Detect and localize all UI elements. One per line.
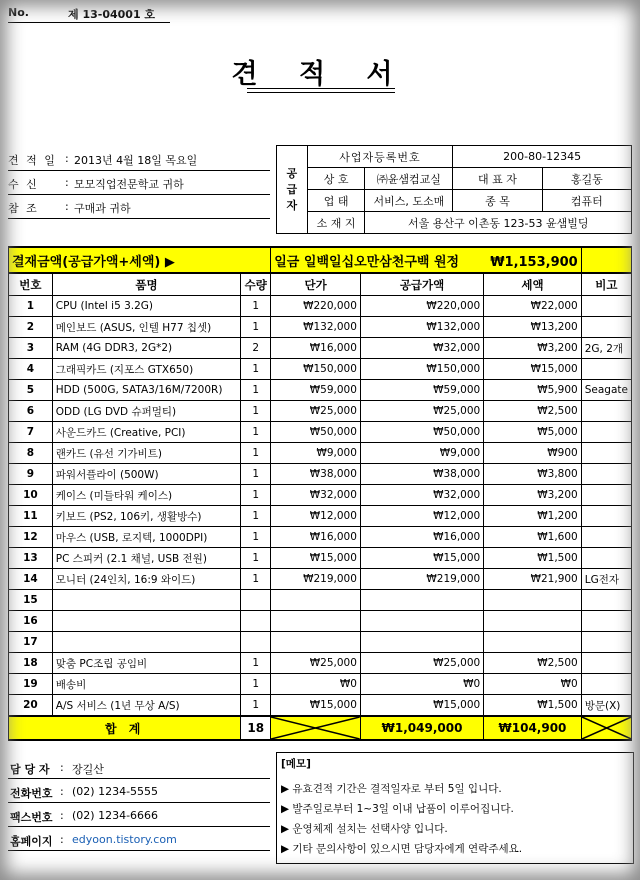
table-row [9,380,632,401]
item-unit-price: ₩15,000 [271,695,361,717]
table-row [9,527,632,548]
total-price-crossed [271,716,361,740]
item-note [581,359,631,380]
item-note [581,527,631,548]
homepage-label: 홈페이지 [10,835,53,848]
document-number [8,6,170,23]
item-qty: 1 [241,443,271,464]
table-row [9,611,632,632]
item-unit-price: ₩25,000 [271,401,361,422]
item-number: 9 [9,464,53,485]
column-header: 세액 [484,273,582,296]
supplier-table [276,145,632,234]
table-header-row [9,273,632,296]
reg-no-value: 200-80-12345 [453,146,632,168]
ceo-value: 홍길동 [542,168,631,190]
memo-title: [메모] [281,758,311,770]
item-qty [241,590,271,611]
item-note [581,653,631,674]
recipient-row [8,171,270,195]
item-qty: 1 [241,695,271,717]
item-unit-price: ₩219,000 [271,569,361,590]
item-number: 16 [9,611,53,632]
item-qty: 1 [241,296,271,317]
item-unit-price: ₩15,000 [271,548,361,569]
table-row [9,632,632,653]
memo-item: ▶ 운영체제 설치는 선택사양 입니다. [281,823,448,835]
payment-label: 결재금액(공급가액+세액) ▶ [9,247,271,273]
item-unit-price: ₩132,000 [271,317,361,338]
item-tax [484,590,582,611]
item-qty: 1 [241,506,271,527]
item-qty: 1 [241,359,271,380]
item-tax: ₩3,800 [484,464,582,485]
item-qty: 1 [241,674,271,695]
item-supply-amount: ₩32,000 [360,338,483,359]
quote-date-row [8,147,270,171]
item-tax: ₩900 [484,443,582,464]
item-note [581,317,631,338]
table-row [9,506,632,527]
phone-label: 전화번호 [10,787,53,800]
column-header: 번호 [9,273,53,296]
phone-value: (02) 1234-5555 [72,785,159,798]
colon: : [60,833,64,846]
item-tax: ₩1,500 [484,548,582,569]
table-row [9,443,632,464]
item-name [52,590,240,611]
item-tax: ₩1,500 [484,695,582,717]
table-row [9,569,632,590]
item-number: 6 [9,401,53,422]
total-note-crossed [581,716,631,740]
item-note [581,611,631,632]
item-name: 그래픽카드 (지포스 GTX650) [52,359,240,380]
payment-korean-amount [271,247,581,273]
item-note [581,296,631,317]
item-unit-price [271,632,361,653]
item-unit-price: ₩25,000 [271,653,361,674]
item-tax: ₩22,000 [484,296,582,317]
item-name: ODD (LG DVD 슈퍼멀티) [52,401,240,422]
item-tax: ₩5,900 [484,380,582,401]
biz-type-label: 업 태 [307,190,365,212]
item-note [581,464,631,485]
item-tax: ₩1,200 [484,506,582,527]
item-supply-amount: ₩12,000 [360,506,483,527]
item-name: 마우스 (USB, 로지텍, 1000DPI) [52,527,240,548]
reference-row [8,195,270,219]
item-supply-amount: ₩38,000 [360,464,483,485]
column-header: 수량 [241,273,271,296]
table-row [9,359,632,380]
column-header: 품명 [52,273,240,296]
item-number: 15 [9,590,53,611]
item-number: 10 [9,485,53,506]
fax-row [8,803,270,827]
item-note: 2G, 2개 [581,338,631,359]
item-name: A/S 서비스 (1년 무상 A/S) [52,695,240,717]
item-number: 8 [9,443,53,464]
item-note [581,548,631,569]
table-row [9,653,632,674]
item-qty: 2 [241,338,271,359]
item-number: 20 [9,695,53,717]
item-unit-price: ₩16,000 [271,338,361,359]
item-name: 맞춤 PC조립 공임비 [52,653,240,674]
column-header: 공급가액 [360,273,483,296]
item-note [581,674,631,695]
item-tax: ₩3,200 [484,485,582,506]
item-supply-amount: ₩25,000 [360,653,483,674]
item-note: 방문(X) [581,695,631,717]
homepage-link[interactable]: edyoon.tistory.com [72,833,177,846]
item-tax: ₩1,600 [484,527,582,548]
homepage-row [8,827,270,851]
item-tax: ₩3,200 [484,338,582,359]
item-tax: ₩13,200 [484,317,582,338]
item-name: RAM (4G DDR3, 2G*2) [52,338,240,359]
item-number: 12 [9,527,53,548]
total-qty: 18 [241,716,271,740]
document-number-label: No. [8,6,29,19]
item-supply-amount [360,590,483,611]
biz-type-value: 서비스, 도소매 [365,190,453,212]
item-number: 5 [9,380,53,401]
item-tax: ₩5,000 [484,422,582,443]
item-tax: ₩0 [484,674,582,695]
payment-row [9,247,632,273]
item-qty [241,632,271,653]
item-unit-price: ₩59,000 [271,380,361,401]
table-row [9,317,632,338]
colon: : [60,809,64,822]
item-qty: 1 [241,422,271,443]
item-name [52,611,240,632]
item-name: 랜카드 (유선 기가비트) [52,443,240,464]
item-number: 14 [9,569,53,590]
total-supply: ₩1,049,000 [360,716,483,740]
item-supply-amount: ₩0 [360,674,483,695]
item-number: 3 [9,338,53,359]
ceo-label: 대 표 자 [453,168,542,190]
item-qty: 1 [241,380,271,401]
supplier-side-label: 공 급 자 [277,146,308,234]
payment-amount: ₩1,153,900 [490,254,578,270]
item-unit-price: ₩16,000 [271,527,361,548]
item-number: 17 [9,632,53,653]
item-supply-amount: ₩220,000 [360,296,483,317]
quote-date-value: 2013년 4월 18일 목요일 [74,154,198,167]
quote-items-table [8,246,632,741]
item-qty: 1 [241,464,271,485]
item-supply-amount: ₩150,000 [360,359,483,380]
item-name: 케이스 (미들타워 케이스) [52,485,240,506]
title-underline [247,88,395,93]
table-row [9,548,632,569]
item-note: LG전자 [581,569,631,590]
item-rows [9,296,632,717]
item-tax: ₩2,500 [484,653,582,674]
item-unit-price: ₩220,000 [271,296,361,317]
reg-no-label: 사업자등록번호 [307,146,453,168]
reference-value: 구매과 귀하 [74,202,131,215]
item-tax: ₩21,900 [484,569,582,590]
item-note [581,422,631,443]
total-label: 합 계 [9,716,241,740]
item-supply-amount: ₩59,000 [360,380,483,401]
document-number-value: 제 13-04001 호 [68,8,156,21]
item-qty: 1 [241,485,271,506]
table-row [9,674,632,695]
table-row [9,401,632,422]
item-number: 19 [9,674,53,695]
table-row [9,485,632,506]
item-supply-amount: ₩32,000 [360,485,483,506]
colon: : [60,785,64,798]
recipient-value: 모모직업전문학교 귀하 [74,178,184,191]
item-number: 1 [9,296,53,317]
colon: : [65,176,69,189]
item-name: PC 스피커 (2.1 채널, USB 전원) [52,548,240,569]
memo-item: ▶ 발주일로부터 1~3일 이내 납품이 이루어집니다. [281,803,514,815]
item-number: 11 [9,506,53,527]
item-name: 키보드 (PS2, 106키, 생활방수) [52,506,240,527]
item-name: 모니터 (24인치, 16:9 와이드) [52,569,240,590]
contact-person-row [8,755,270,779]
phone-row [8,779,270,803]
biz-item-label: 종 목 [453,190,542,212]
item-number: 7 [9,422,53,443]
total-row [9,716,632,740]
recipient-label: 수 신 [8,178,39,191]
company-name-value: ㈜윤샘컴교실 [365,168,453,190]
item-name: 배송비 [52,674,240,695]
company-name-label: 상 호 [307,168,365,190]
item-note [581,443,631,464]
item-supply-amount: ₩16,000 [360,527,483,548]
item-note [581,590,631,611]
item-tax: ₩15,000 [484,359,582,380]
total-tax: ₩104,900 [484,716,582,740]
item-unit-price: ₩9,000 [271,443,361,464]
document-title: 견 적 서 [231,59,409,90]
item-name: CPU (Intel i5 3.2G) [52,296,240,317]
item-qty: 1 [241,569,271,590]
table-row [9,422,632,443]
item-note [581,632,631,653]
column-header: 비고 [581,273,631,296]
item-supply-amount: ₩132,000 [360,317,483,338]
item-note: Seagate [581,380,631,401]
item-unit-price [271,611,361,632]
item-qty [241,611,271,632]
item-name: 사운드카드 (Creative, PCI) [52,422,240,443]
item-qty: 1 [241,527,271,548]
item-supply-amount: ₩50,000 [360,422,483,443]
item-number: 2 [9,317,53,338]
item-supply-amount [360,632,483,653]
item-name [52,632,240,653]
item-qty: 1 [241,653,271,674]
address-value: 서울 용산구 이촌동 123-53 윤샘빌딩 [365,212,632,234]
memo-box [276,752,634,864]
colon: : [65,152,69,165]
item-note [581,506,631,527]
item-number: 4 [9,359,53,380]
payment-spacer [581,247,631,273]
item-supply-amount: ₩15,000 [360,695,483,717]
item-supply-amount: ₩15,000 [360,548,483,569]
item-tax [484,611,582,632]
reference-label: 참 조 [8,202,39,215]
item-supply-amount: ₩9,000 [360,443,483,464]
table-row [9,338,632,359]
item-unit-price: ₩0 [271,674,361,695]
item-supply-amount [360,611,483,632]
table-row [9,590,632,611]
item-tax [484,632,582,653]
item-qty: 1 [241,317,271,338]
item-supply-amount: ₩25,000 [360,401,483,422]
item-number: 13 [9,548,53,569]
item-unit-price: ₩32,000 [271,485,361,506]
quote-date-label: 견 적 일 [8,154,57,167]
contact-person-label: 담 당 자 [10,763,50,776]
table-row [9,296,632,317]
payment-korean-text: 일금 일백일십오만삼천구백 원정 [274,254,460,270]
item-number: 18 [9,653,53,674]
colon: : [60,761,64,774]
item-name: 파워서플라이 (500W) [52,464,240,485]
item-qty: 1 [241,548,271,569]
memo-item: ▶ 기타 문의사항이 있으시면 담당자에게 연락주세요. [281,843,523,855]
memo-item: ▶ 유효견적 기간은 결적일자로 부터 5일 입니다. [281,783,502,795]
item-qty: 1 [241,401,271,422]
item-note [581,485,631,506]
item-name: HDD (500G, SATA3/16M/7200R) [52,380,240,401]
item-unit-price: ₩150,000 [271,359,361,380]
contact-person-value: 장길산 [72,763,104,776]
item-note [581,401,631,422]
table-row [9,464,632,485]
colon: : [65,200,69,213]
item-name: 메인보드 (ASUS, 인텔 H77 칩셋) [52,317,240,338]
biz-item-value: 컴퓨터 [542,190,631,212]
item-unit-price: ₩12,000 [271,506,361,527]
column-header: 단가 [271,273,361,296]
address-label: 소 재 지 [307,212,365,234]
item-unit-price [271,590,361,611]
fax-label: 팩스번호 [10,811,53,824]
item-supply-amount: ₩219,000 [360,569,483,590]
table-row [9,695,632,717]
fax-value: (02) 1234-6666 [72,809,159,822]
item-unit-price: ₩50,000 [271,422,361,443]
item-tax: ₩2,500 [484,401,582,422]
item-unit-price: ₩38,000 [271,464,361,485]
